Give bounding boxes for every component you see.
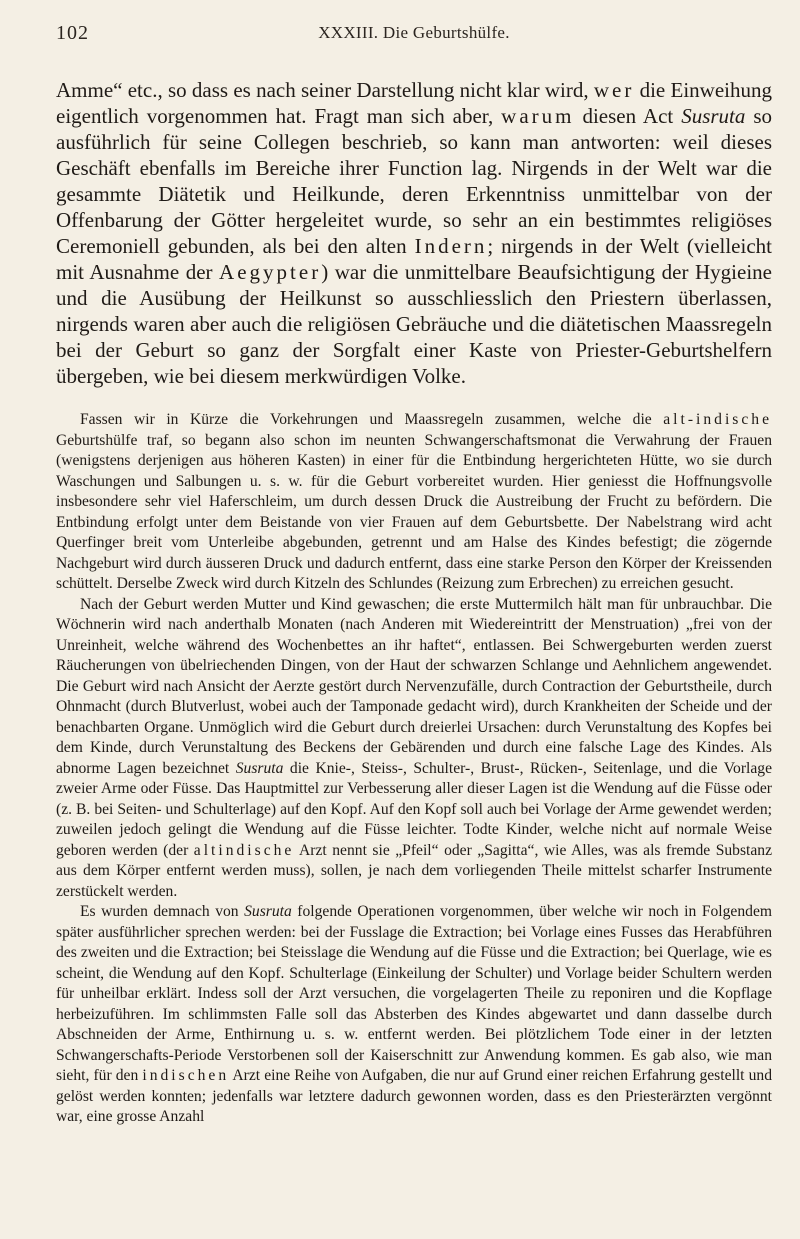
italic-name: Susruta <box>235 759 284 777</box>
spaced-word: Aegypter <box>219 260 322 284</box>
spaced-word: indischen <box>142 1067 230 1084</box>
paragraph: Nach der Geburt werden Mutter und Kind gewaschen; die erste Muttermilch hält man für unbrauchbar. Die Wöchnerin wird nach anderthalb Monaten (nach Anderen mit Wiedereintritt der Menstruation) „frei von der Unreinheit, welche während des Wochenbettes an ihr haftet“, entlassen. Bei Schwergeburten werden zuerst Räucherungen von übelriechenden Dingen, von der Haut der schwarzen Schlange und Aehnlichem angewendet. Die Geburt wird nach Ansicht der Aerzte gestört durch Nervenzufälle, durch Contraction der Geburtstheile, durch Ohnmacht (durch Blutverlust, wobei auch der Tamponade gedacht wird), durch Krankheiten der Scheide und der benachbarten Organe. Unmöglich wird die Geburt durch dreierlei Ursachen: durch Verunstaltung des Kopfes bei dem Kinde, durch Verunstaltung des Beckens der Gebärenden und durch eine falsche Lage des Kindes. Als abnorme Lagen bezeichnet Susruta die Knie-, Steiss-, Schulter-, Brust-, Rücken-, Seitenlage, und die Vorlage zweier Arme oder Füsse. Das Hauptmittel zur Verbesserung aller dieser Lagen ist die Wendung auf die Füsse oder (z. B. bei Seiten- und Schulterlage) auf den Kopf. Auf den Kopf soll auch bei Vorlage der Arme gewendet werden; zuweilen jedoch gelingt die Wendung auf die Füsse leichter. Todte Kinder, welche nicht auf normale Weise geboren werden (der altindische Arzt nennt sie „Pfeil“ oder „Sagitta“, wie Alles, was als fremde Substanz aus dem Körper entfernt werden muss), sollen, je nach dem vorliegenden Theile mittelst scharfer Instrumente zerstückelt werden. <box>56 595 773 900</box>
intro-paragraph: Amme“ etc., so dass es nach seiner Darstellung nicht klar wird, wer die Einweihung eigentlich vorgenommen hat. Fragt man sich aber, warum diesen Act Susruta so ausführlich für seine Collegen beschrieb, so kann man antworten: weil dieses Geschäft ebenfalls im Bereiche ihrer Function lag. Nirgends in der Welt war die gesammte Diätetik und Heilkunde, deren Erkenntniss unmittelbar von der Offenbarung der Götter hergeleitet wurde, so sehr an ein bestimmtes religiöses Ceremoniell gebunden, als bei den alten Indern; nirgends in der Welt (vielleicht mit Ausnahme der Aegypter) war die unmittelbare Beaufsichtigung der Hygieine und die Ausübung der Heilkunst so ausschliesslich den Priestern überlassen, nirgends waren aber auch die religiösen Gebräuche und die diätetischen Maassregeln bei der Geburt so ganz der Sorgfalt einer Kaste von Priester-Geburtshelfern übergeben, wie bei diesem merkwürdigen Volke. <box>56 78 773 388</box>
italic-name: Susruta <box>244 903 292 920</box>
page-number: 102 <box>56 22 89 44</box>
page-header <box>56 14 772 55</box>
paragraph: Es wurden demnach von Susruta folgende Operationen vorgenommen, über welche wir noch in Folgendem später ausführlicher sprechen werden: bei der Fusslage die Extraction; bei Vorlage eines Fusses das Herabführen des zweiten und die Extraction; bei Steisslage die Wendung auf die Füsse und die Extraction; bei Querlage, wie es scheint, die Wendung auf den Kopf. Schulterlage (Einkeilung der Schulter) und Vorlage beider Schultern werden für unheilbar erklärt. Indess soll der Arzt versuchen, die vorgelagerten Theile zu reponiren und die Kopflage herbeizuführen. Im schlimmsten Falle soll das Absterben des Kindes abgewartet und dann dasselbe durch Abschneiden der Arme, Enthirnung u. s. w. entfernt werden. Bei plötzlichem Tode einer in der letzten Schwangerschafts-Periode Verstorbenen soll der Kaiserschnitt zur Anwendung kommen. Es gab also, wie man sieht, für den indischen Arzt eine Reihe von Aufgaben, die nur auf Grund einer reichen Erfahrung gestellt und gelöst werden konnten; jedenfalls war letztere dadurch gewonnen worden, dass es den Priesterärzten vergönnt war, eine grosse Anzahl <box>56 903 772 1125</box>
spaced-word: wer <box>593 78 635 102</box>
spaced-word: alt-indische <box>663 411 772 428</box>
running-head: XXXIII. Die Geburtshülfe. <box>318 23 510 42</box>
spaced-word: warum <box>501 104 575 128</box>
spaced-word: Indern <box>414 234 488 258</box>
paragraph: Fassen wir in Kürze die Vorkehrungen und Maassregeln zusammen, welche die alt-indische Geburtshülfe traf, so begann also schon im neunten Schwangerschaftsmonat die Verwahrung der Frauen (wenigstens derjenigen aus höheren Kasten) in einer für die Entbindung hergerichteten Hütte, wo sie durch Waschungen und Salbungen u. s. w. für die Geburt vorbereitet wurden. Hier geniesst die Hoffnungsvolle insbesondere sehr viel Haferschleim, um durch dessen Druck die Austreibung der Frucht zu befördern. Die Entbindung erfolgt unter dem Beistande von vier Frauen auf dem Geburtsbette. Der Nabelstrang wird acht Querfinger breit vom Unterleibe abgebunden, getrennt und am Halse des Kindes befestigt; die zögernde Nachgeburt wird durch äusseren Druck und dadurch entfernt, dass eine starke Person den Körper der Kreissenden schüttelt. Derselbe Zweck wird durch Kitzeln des Schlundes (Reizung zum Erbrechen) zu erreichen gesucht. <box>56 411 772 592</box>
body-text <box>56 410 772 1128</box>
spaced-word: altindische <box>193 841 295 859</box>
italic-name: Susruta <box>681 104 746 128</box>
